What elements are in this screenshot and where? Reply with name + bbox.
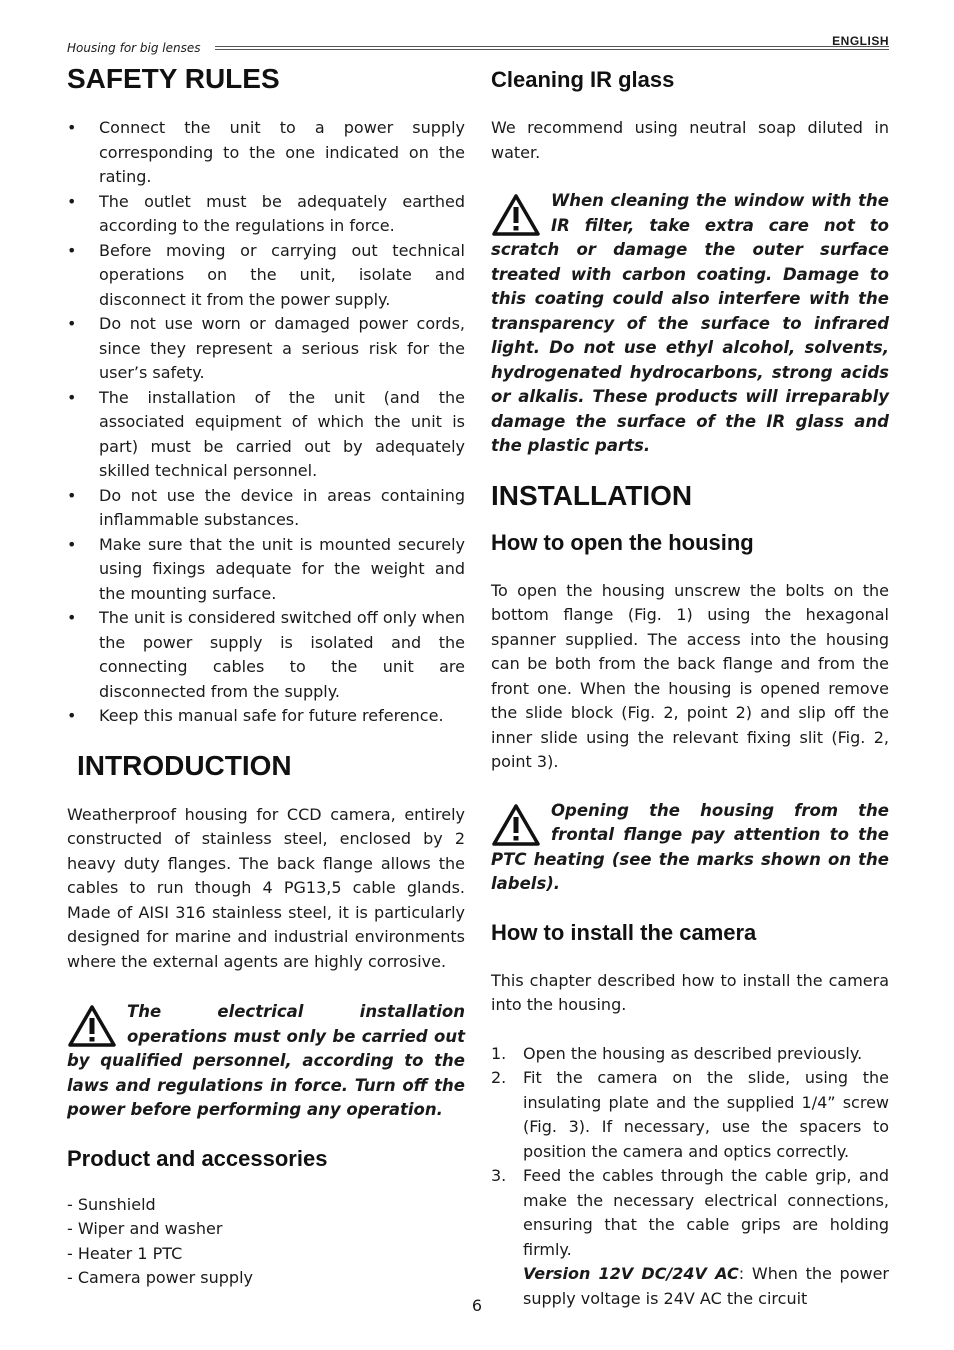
cleaning-text: We recommend using neutral soap diluted in water.	[491, 118, 889, 162]
safety-item: • The installation of the unit (and the associated equipment of which the unit is part) must be carried out by adequately skilled technical personnel.	[67, 386, 465, 484]
electrical-warning	[67, 1000, 465, 1123]
install-camera-heading: How to install the camera	[491, 919, 757, 945]
open-housing-text: To open the housing unscrew the bolts on the bottom flange (Fig. 1) using the hexagonal spanner supplied. The access into the housing can be both from the back flange and from the front one. When the housing is opened remove the slide block (Fig. 2, point 2) and slip off the inner slide using the relevant fixing slit (Fig. 2, point 3).	[491, 580, 889, 771]
safety-rules-heading: SAFETY RULES	[67, 63, 280, 94]
safety-item: • Make sure that the unit is mounted securely using fixings adequate for the weight and the mounting surface.	[67, 533, 465, 607]
accessory-item: - Camera power supply	[67, 1268, 253, 1287]
open-housing-heading: How to open the housing	[491, 529, 754, 555]
step-number: 1.	[491, 1043, 507, 1063]
left-column	[67, 62, 465, 1291]
install-step	[491, 1164, 889, 1311]
version-label: Version 12V DC/24V AC	[523, 1264, 739, 1283]
step-number: 2.	[491, 1068, 507, 1087]
step-text: Feed the cables through the cable grip, and make the necessary electrical connections, ensuring that the cable grips are holding firmly.	[523, 1166, 889, 1259]
installation-heading: INSTALLATION	[491, 479, 693, 511]
step-text: Fit the camera on the slide, using the insulating plate and the supplied 1/4” screw (Fig. 3). If necessary, use the spacers to position the camera and optics correctly.	[523, 1068, 889, 1161]
safety-item: • Before moving or carrying out technical operations on the unit, isolate and disconnect it from the power supply.	[67, 239, 465, 313]
header-language: ENGLISH	[832, 34, 889, 48]
safety-item: • Connect the unit to a power supply corresponding to the one indicated on the rating.	[67, 116, 465, 190]
cleaning-warning-text: When cleaning the window with the IR filter, take extra care not to scratch or damage the outer surface treated with carbon coating. Damage to this coating could also interfere with the transparency of the surface to infrared light. Do not use ethyl alcohol, solvents, hydrogenated hydrocarbons, strong acids or alkalis. These products will irreparably damage the surface of the IR glass and the plastic parts.	[491, 191, 889, 455]
electrical-warning-text: The electrical installation operations must only be carried out by qualified personnel, according to the laws and regulations in force. Turn off the power before performing any operation.	[67, 1002, 465, 1119]
install-steps-list	[491, 1042, 889, 1312]
page-number: 6	[471, 1296, 483, 1315]
install-camera-text: This chapter described how to install the camera into the housing.	[491, 970, 889, 1014]
opening-warning-text: Opening the housing from the frontal flange pay attention to the PTC heating (see the marks shown on the labels).	[491, 800, 889, 893]
accessory-item: - Sunshield	[67, 1194, 156, 1214]
safety-item: • Keep this manual safe for future reference.	[67, 704, 465, 729]
safety-item: • The unit is considered switched off only when the power supply is isolated and the connecting cables to the unit are disconnected from the supply.	[67, 606, 465, 704]
install-step	[491, 1066, 889, 1164]
step-number: 3.	[491, 1166, 507, 1185]
safety-rules-list	[67, 116, 465, 729]
install-step	[491, 1042, 889, 1067]
right-column	[491, 62, 889, 1311]
safety-item: • Do not use worn or damaged power cords, since they represent a serious risk for the user’s safety.	[67, 312, 465, 386]
warning-icon	[491, 193, 541, 237]
accessory-item: - Heater 1 PTC	[67, 1243, 183, 1263]
opening-warning	[491, 799, 889, 897]
introduction-text: Weatherproof housing for CCD camera, entirely constructed of stainless steel, enclosed by 2 heavy duty flanges. The back flange allows the cables to run though 4 PG13,5 cable glands. Made of AISI 316 stainless steel, it is particularly designed for marine and industrial environments where the external agents are highly corrosive.	[67, 804, 465, 971]
version-text: : When the power supply voltage is 24V AC the circuit	[523, 1264, 890, 1308]
safety-item: • The outlet must be adequately earthed according to the regulations in force.	[67, 190, 465, 239]
warning-icon	[491, 803, 541, 847]
introduction-heading: INTRODUCTION	[77, 749, 292, 781]
warning-icon	[67, 1004, 117, 1048]
accessory-item: - Wiper and washer	[67, 1219, 223, 1238]
header-doc-title: Housing for big lenses	[67, 41, 201, 55]
cleaning-ir-heading: Cleaning IR glass	[491, 67, 675, 92]
accessories-list	[67, 1193, 465, 1291]
product-accessories-heading: Product and accessories	[67, 1145, 328, 1171]
header-rule	[215, 46, 889, 50]
step-text: Open the housing as described previously.	[523, 1043, 863, 1063]
safety-item: • Do not use the device in areas containing inflammable substances.	[67, 484, 465, 533]
cleaning-warning	[491, 189, 889, 459]
